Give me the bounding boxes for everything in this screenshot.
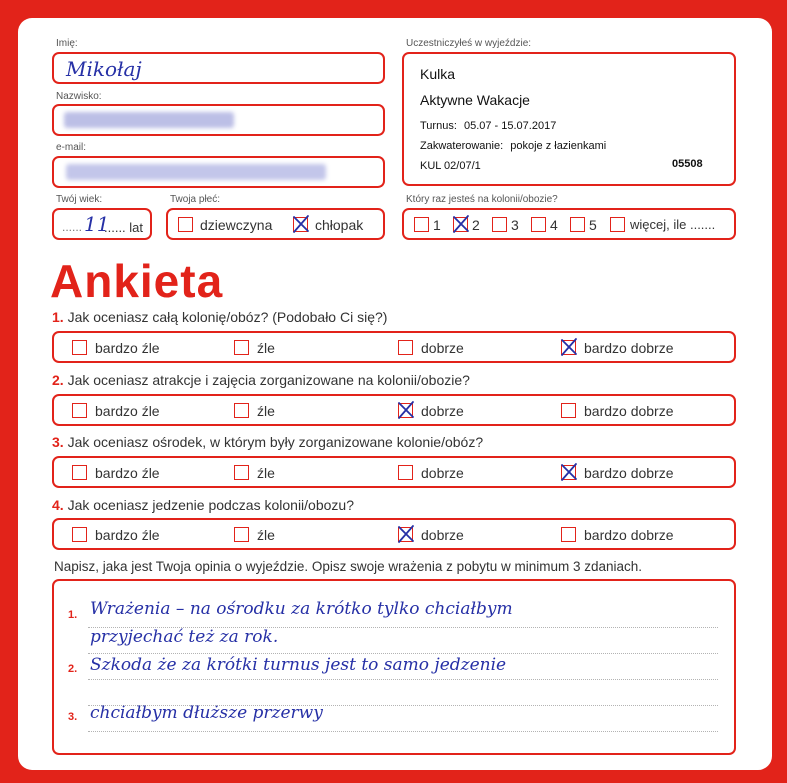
times-checkbox-1[interactable] bbox=[414, 217, 429, 232]
q3-option-very-bad: bardzo źle bbox=[95, 465, 160, 481]
opinion-line-number-2: 2. bbox=[68, 663, 78, 675]
check-mark-icon bbox=[396, 524, 416, 544]
times-field bbox=[402, 208, 736, 240]
q3-option-very-good: bardzo dobrze bbox=[584, 465, 674, 481]
question-1-text: Jak oceniasz całą kolonię/obóz? (Podobało Ci się?) bbox=[67, 309, 388, 325]
q3-checkbox-good[interactable] bbox=[398, 465, 413, 480]
age-dots-prefix: ...... bbox=[62, 220, 83, 234]
times-checkbox-3[interactable] bbox=[492, 217, 507, 232]
q4-option-very-bad: bardzo źle bbox=[95, 527, 160, 543]
q2-option-very-bad: bardzo źle bbox=[95, 403, 160, 419]
question-2-ratings bbox=[52, 394, 736, 426]
times-option-3: 3 bbox=[511, 217, 519, 233]
q4-option-good: dobrze bbox=[421, 527, 464, 543]
q1-option-bad: źle bbox=[257, 340, 275, 356]
q2-checkbox-very-good[interactable] bbox=[561, 403, 576, 418]
surname-field[interactable] bbox=[52, 104, 385, 136]
q3-option-bad: źle bbox=[257, 465, 275, 481]
age-field[interactable] bbox=[52, 208, 152, 240]
q2-option-bad: źle bbox=[257, 403, 275, 419]
opinion-answer-2: Szkoda że za krótki turnus jest to samo jedzenie bbox=[90, 655, 507, 675]
q1-checkbox-bad[interactable] bbox=[234, 340, 249, 355]
name-field[interactable] bbox=[52, 52, 385, 84]
opinion-line-number-3: 3. bbox=[68, 711, 78, 723]
age-label: Twój wiek: bbox=[56, 194, 103, 205]
turnus-value: 05.07 - 15.07.2017 bbox=[463, 120, 557, 132]
q2-checkbox-bad[interactable] bbox=[234, 403, 249, 418]
question-4 bbox=[52, 497, 354, 513]
trip-info-box bbox=[402, 52, 736, 186]
gender-checkbox-girl[interactable] bbox=[178, 217, 193, 232]
survey-page bbox=[18, 18, 772, 770]
opinion-line-number-1: 1. bbox=[68, 609, 78, 621]
opinion-answer-1: Wrażenia – na ośrodku za krótko tylko chciałbym bbox=[90, 599, 513, 619]
surname-redacted bbox=[64, 112, 234, 128]
times-option-more: więcej, ile ....... bbox=[630, 217, 716, 232]
q4-option-bad: źle bbox=[257, 527, 275, 543]
trip-number: 05508 bbox=[672, 158, 703, 170]
times-option-1: 1 bbox=[433, 217, 441, 233]
check-mark-icon bbox=[396, 400, 416, 420]
opinion-answer-3: chciałbym dłuższe przerwy bbox=[90, 703, 323, 723]
turnus-label: Turnus: bbox=[420, 120, 457, 132]
times-option-2: 2 bbox=[472, 217, 480, 233]
question-3 bbox=[52, 434, 483, 450]
q1-option-good: dobrze bbox=[421, 340, 464, 356]
question-1-ratings bbox=[52, 331, 736, 363]
check-mark-icon bbox=[451, 214, 471, 234]
writing-line bbox=[88, 679, 718, 680]
trip-code: KUL 02/07/1 bbox=[420, 160, 481, 172]
question-2 bbox=[52, 372, 470, 388]
q2-checkbox-good[interactable] bbox=[398, 403, 413, 418]
question-3-ratings bbox=[52, 456, 736, 488]
q4-checkbox-very-bad[interactable] bbox=[72, 527, 87, 542]
q3-checkbox-very-bad[interactable] bbox=[72, 465, 87, 480]
surname-label: Nazwisko: bbox=[56, 91, 102, 102]
times-option-4: 4 bbox=[550, 217, 558, 233]
q4-checkbox-very-good[interactable] bbox=[561, 527, 576, 542]
q4-option-very-good: bardzo dobrze bbox=[584, 527, 674, 543]
gender-checkbox-boy[interactable] bbox=[293, 217, 308, 232]
q1-option-very-good: bardzo dobrze bbox=[584, 340, 674, 356]
question-4-number: 4. bbox=[52, 497, 64, 513]
q4-checkbox-good[interactable] bbox=[398, 527, 413, 542]
q3-checkbox-very-good[interactable] bbox=[561, 465, 576, 480]
times-checkbox-more[interactable] bbox=[610, 217, 625, 232]
accommodation-label: Zakwaterowanie: bbox=[420, 140, 504, 152]
accommodation-value: pokoje z łazienkami bbox=[510, 140, 607, 152]
q1-checkbox-very-good[interactable] bbox=[561, 340, 576, 355]
name-value: Mikołaj bbox=[66, 57, 142, 81]
email-label: e-mail: bbox=[56, 142, 87, 153]
q2-checkbox-very-bad[interactable] bbox=[72, 403, 87, 418]
check-mark-icon bbox=[291, 214, 311, 234]
question-3-text: Jak oceniasz ośrodek, w którym były zorganizowane kolonie/obóz? bbox=[67, 434, 484, 450]
check-mark-icon bbox=[559, 462, 579, 482]
gender-label: Twoja płeć: bbox=[170, 194, 221, 205]
times-checkbox-4[interactable] bbox=[531, 217, 546, 232]
times-checkbox-2[interactable] bbox=[453, 217, 468, 232]
age-suffix: ...... lat bbox=[104, 220, 144, 235]
q3-option-good: dobrze bbox=[421, 465, 464, 481]
gender-option-boy: chłopak bbox=[315, 217, 364, 233]
q1-checkbox-good[interactable] bbox=[398, 340, 413, 355]
trip-program: Aktywne Wakacje bbox=[420, 92, 530, 108]
q2-option-good: dobrze bbox=[421, 403, 464, 419]
times-label: Który raz jesteś na kolonii/obozie? bbox=[406, 194, 558, 205]
age-value: 11 bbox=[84, 212, 110, 236]
question-2-text: Jak oceniasz atrakcje i zajęcia zorganizowane na kolonii/obozie? bbox=[67, 372, 470, 388]
times-option-5: 5 bbox=[589, 217, 597, 233]
q2-option-very-good: bardzo dobrze bbox=[584, 403, 674, 419]
opinion-textarea[interactable] bbox=[52, 579, 736, 755]
trip-turnus bbox=[420, 120, 556, 132]
q1-checkbox-very-bad[interactable] bbox=[72, 340, 87, 355]
trip-accommodation bbox=[420, 140, 606, 152]
times-checkbox-5[interactable] bbox=[570, 217, 585, 232]
opinion-answer-1b: przyjechać też za rok. bbox=[90, 627, 279, 647]
writing-line bbox=[88, 653, 718, 654]
survey-title: Ankieta bbox=[50, 255, 224, 307]
email-redacted bbox=[66, 164, 326, 180]
gender-field bbox=[166, 208, 385, 240]
question-1 bbox=[52, 309, 387, 325]
email-field[interactable] bbox=[52, 156, 385, 188]
q4-checkbox-bad[interactable] bbox=[234, 527, 249, 542]
gender-option-girl: dziewczyna bbox=[200, 217, 273, 233]
question-4-text: Jak oceniasz jedzenie podczas kolonii/obozu? bbox=[67, 497, 354, 513]
writing-line bbox=[88, 731, 718, 732]
name-label: Imię: bbox=[56, 38, 78, 49]
question-3-number: 3. bbox=[52, 434, 64, 450]
opinion-prompt: Napisz, jaka jest Twoja opinia o wyjeździe. Opisz swoje wrażenia z pobytu w minimum 3 zdaniach. bbox=[54, 559, 643, 574]
q3-checkbox-bad[interactable] bbox=[234, 465, 249, 480]
check-mark-icon bbox=[559, 337, 579, 357]
trip-label: Uczestniczyłeś w wyjeździe: bbox=[406, 38, 532, 49]
question-2-number: 2. bbox=[52, 372, 64, 388]
question-4-ratings bbox=[52, 518, 736, 550]
q1-option-very-bad: bardzo źle bbox=[95, 340, 160, 356]
question-1-number: 1. bbox=[52, 309, 64, 325]
trip-name: Kulka bbox=[420, 66, 456, 82]
